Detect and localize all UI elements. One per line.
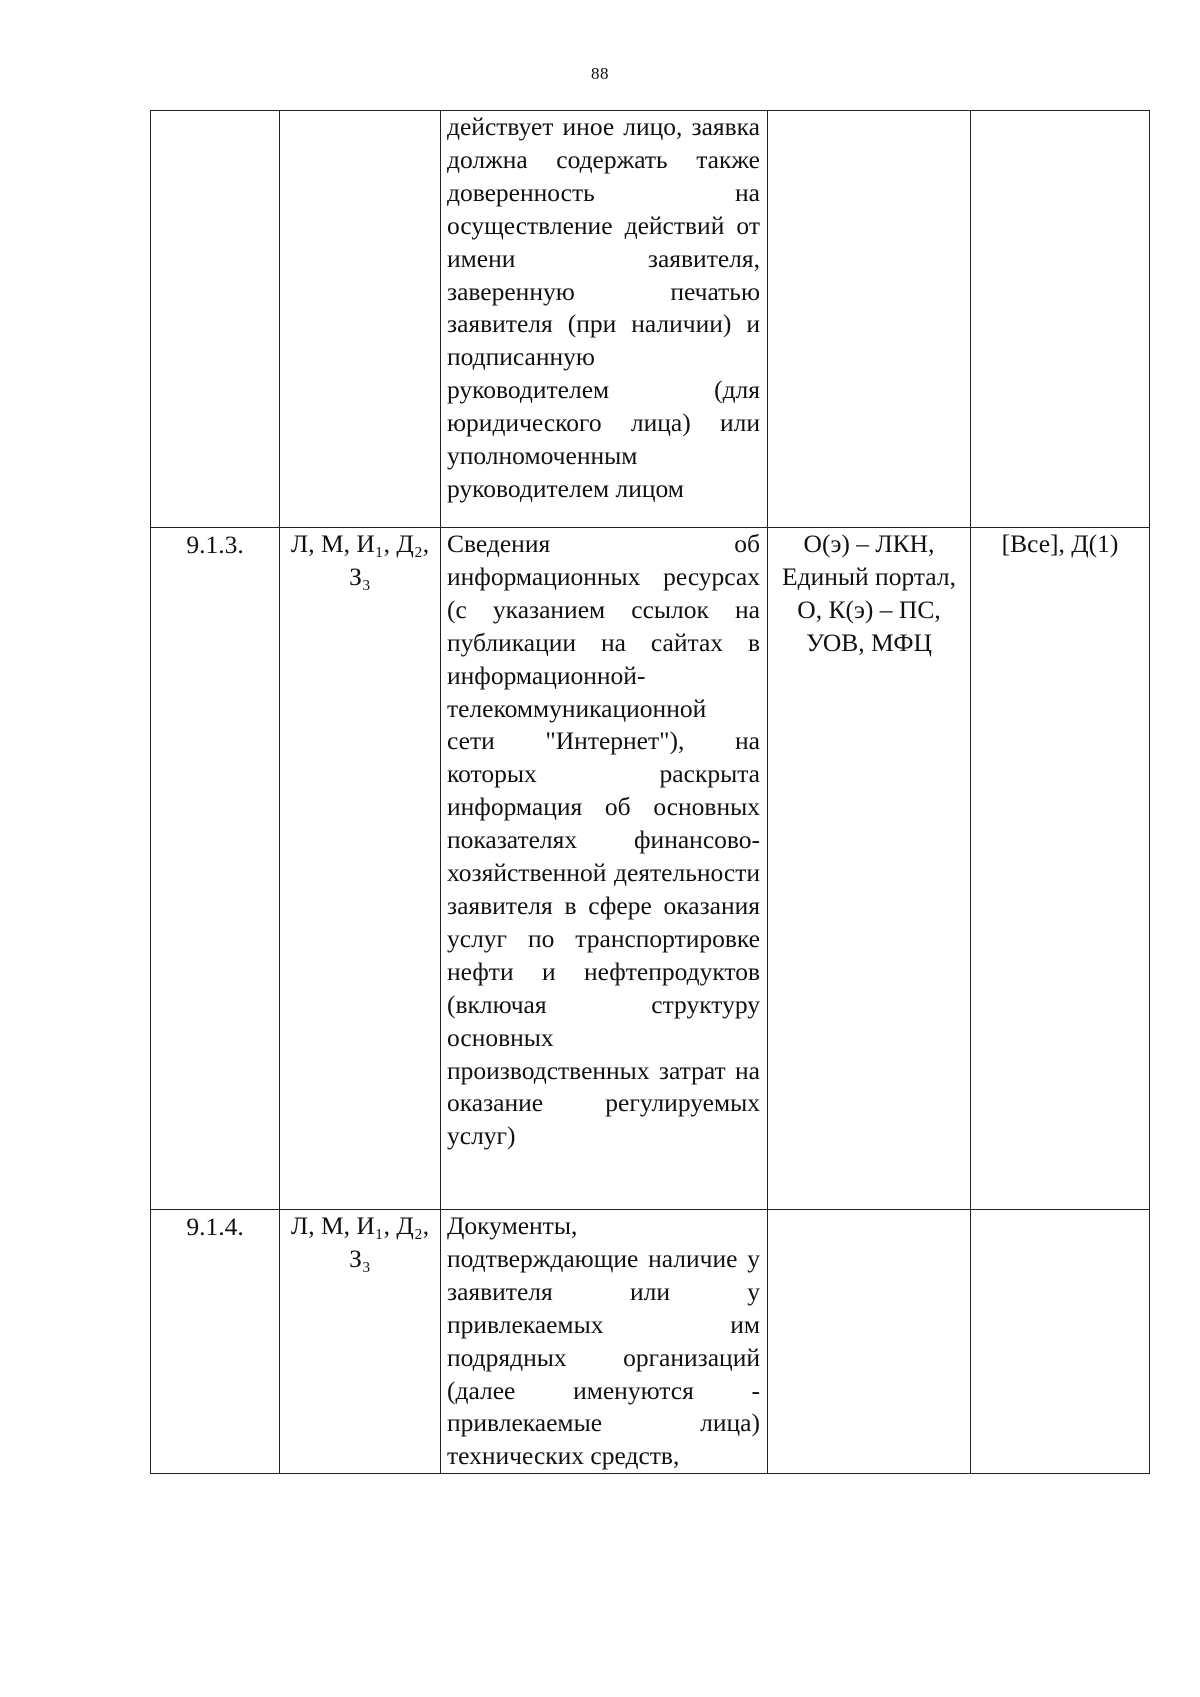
description-text: Сведения об информационных ресурсах (с указанием ссылок на публикации на сайтах в информационной-телекоммуникационной сети "Интернет"), на которых раскрыта информация об основных показателях финансово-хозяйственной деятельности заявителя в сфере оказания услуг по транспортировке нефти и нефтепродуктов (включая структуру основных производственных затрат на оказание регулируемых услуг) — [447, 529, 760, 1151]
row-number — [151, 111, 279, 112]
row-number-cell — [151, 528, 280, 1210]
applicant-types-cell — [280, 111, 441, 528]
table-row — [151, 111, 1150, 528]
row-number: 9.1.3. — [186, 530, 244, 559]
description-cell — [441, 1210, 768, 1474]
applicant-types-cell — [280, 528, 441, 1210]
source-cell — [768, 528, 971, 1210]
page-number: 88 — [591, 64, 609, 83]
applicant-types: Л, М, И₁, Д₂, З₃ — [290, 1211, 430, 1273]
description-cell — [441, 528, 768, 1210]
row-number: 9.1.4. — [186, 1212, 244, 1241]
applicant-types: Л, М, И₁, Д₂, З₃ — [290, 529, 430, 591]
applicant-types-cell — [280, 1210, 441, 1474]
table-row — [151, 528, 1150, 1210]
source-cell — [768, 111, 971, 528]
row-number-cell — [151, 111, 280, 528]
source-text: О(э) – ЛКН, Единый портал, О, К(э) – ПС, УОВ, МФЦ — [782, 529, 956, 657]
description-cell — [441, 111, 768, 528]
requirements-table — [150, 110, 1150, 1474]
forms-text: [Все], Д(1) — [1001, 529, 1119, 558]
forms-cell — [971, 1210, 1150, 1474]
description-text: действует иное лицо, заявка должна содержать также доверенность на осуществление действий от имени заявителя, заверенную печатью заявителя (при наличии) и подписанную руководителем (для юридического лица) или уполномоченным руководителем лицом — [447, 112, 760, 503]
forms-cell — [971, 111, 1150, 528]
row-number-cell — [151, 1210, 280, 1474]
forms-cell — [971, 528, 1150, 1210]
table-row — [151, 1210, 1150, 1474]
source-cell — [768, 1210, 971, 1474]
description-text: Документы, подтверждающие наличие у заявителя или у привлекаемых им подрядных организаций (далее именуются - привлекаемые лица) технических средств, — [447, 1211, 760, 1471]
